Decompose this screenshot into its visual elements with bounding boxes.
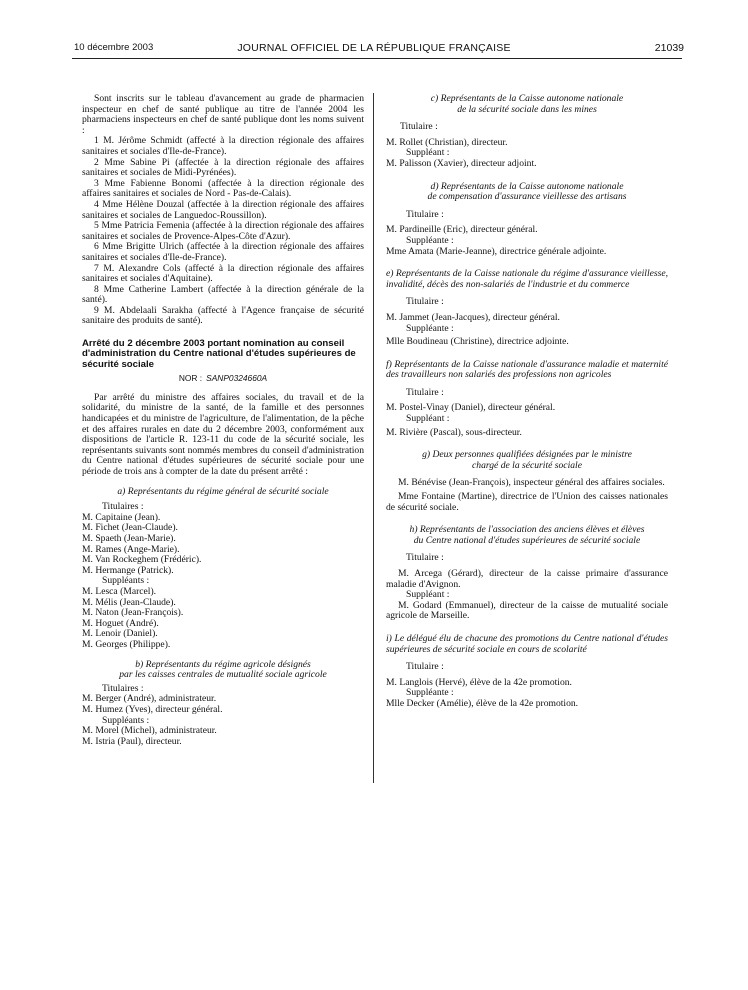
member-name: M. Naton (Jean-François). <box>82 607 184 619</box>
suppleants-label: Suppléants : <box>102 714 150 726</box>
qualified-person: Mme Fontaine (Martine), directrice de l'Union des caisses nationales de sécurité sociale. <box>386 491 668 513</box>
list-item: 3 Mme Fabienne Bonomi (affectée à la direction régionale des affaires sanitaires et sociales de Nord - Pas-de-Calais). <box>82 177 364 200</box>
section-f-heading: f) Représentants de la Caisse nationale d'assurance maladie et maternité des travailleurs non salariés des professions non agricoles <box>386 358 668 381</box>
suppleant-label: Suppléant : <box>406 589 450 601</box>
member-name: M. Van Rockeghem (Frédéric). <box>82 554 202 566</box>
arrete-title: Arrêté du 2 décembre 2003 portant nomination au conseil d'administration du Centre national d'études supérieures de sécurité sociale <box>82 338 356 370</box>
column-divider <box>373 93 374 783</box>
list-item: 6 Mme Brigitte Ulrich (affectée à la direction régionale des affaires sanitaires et sociales d'Ile-de-France). <box>82 241 364 263</box>
section-i-heading: i) Le délégué élu de chacune des promotions du Centre national d'études supérieures de sécurité sociale en cours de scolarité <box>386 632 668 655</box>
suppleants-label: Suppléants : <box>102 575 150 587</box>
right-column <box>386 94 668 710</box>
section-h-heading-line-2: du Centre national d'études supérieures de sécurité sociale <box>413 534 641 546</box>
member-name: M. Mélis (Jean-Claude). <box>82 596 176 608</box>
list-item: 9 M. Abdelaali Sarakha (affecté à l'Agence française de sécurité sanitaire des produits de santé). <box>82 304 364 327</box>
suppleante-label: Suppléante : <box>406 322 454 334</box>
suppleant-label: Suppléant : <box>406 413 450 425</box>
list-item: 5 Mme Patricia Femenia (affectée à la direction régionale des affaires sanitaires et sociales de Provence-Alpes-Côte d'Azur). <box>82 220 364 242</box>
titulaire-label: Titulaire : <box>406 386 444 398</box>
section-b-heading-line-2: par les caisses centrales de mutualité sociale agricole <box>119 669 327 681</box>
intro-paragraph: Sont inscrits sur le tableau d'avancement au grade de pharmacien inspecteur en chef de santé publique au titre de l'année 2004 les pharmaciens inspecteurs en chef de santé publique dont les noms suivent : <box>82 93 364 136</box>
left-column <box>82 94 364 747</box>
header-date: 10 décembre 2003 <box>74 42 154 53</box>
member-name: M. Berger (André), administrateur. <box>82 693 217 705</box>
list-item: 4 Mme Hélène Douzal (affectée à la direction régionale des affaires sanitaires et sociales de Languedoc-Roussillon). <box>82 198 364 221</box>
titulaire-label: Titulaire : <box>406 208 444 220</box>
titulaires-label: Titulaires : <box>102 682 144 694</box>
member-name: M. Rames (Ange-Marie). <box>82 543 180 555</box>
arrete-body: Par arrêté du ministre des affaires sociales, du travail et de la solidarité, du ministre de la santé, de la famille et des personnes handicapées et du ministre de l'agriculture, de l'alimentation, de la pêche et des affaires rurales en date du 2 décembre 2003, conformément aux dispositions de l'article R. 123-11 du code de la sécurité sociale, les représentants suivants sont nommés membres du conseil d'administration du Centre national d'études supérieures de sécurité sociale pour une période de trois ans à compter de la date du présent arrêté : <box>82 391 364 478</box>
list-item: 2 Mme Sabine Pi (affectée à la direction régionale des affaires sanitaires et sociales de Midi-Pyrénées). <box>82 156 364 179</box>
member-name: M. Pardineille (Eric), directeur général. <box>386 224 538 236</box>
section-a-heading: a) Représentants du régime général de sécurité sociale <box>117 485 329 497</box>
member-name: M. Arcega (Gérard), directeur de la caisse primaire d'assurance maladie d'Avignon. <box>386 568 668 590</box>
member-name: M. Palisson (Xavier), directeur adjoint. <box>386 157 537 169</box>
member-name: Mlle Boudineau (Christine), directrice adjointe. <box>386 336 569 348</box>
nor-reference <box>82 373 364 384</box>
member-name: Mme Amata (Marie-Jeanne), directrice générale adjointe. <box>386 245 607 257</box>
section-e-heading: e) Représentants de la Caisse nationale du régime d'assurance vieillesse, invalidité, décès des non-salariés de l'industrie et du commerce <box>386 268 668 290</box>
titulaire-label: Titulaire : <box>400 121 438 133</box>
member-name: M. Istria (Paul), directeur. <box>82 735 182 747</box>
section-c-heading: c) Représentants de la Caisse autonome nationale <box>430 93 624 104</box>
section-d-heading-line-2: de compensation d'assurance vieillesse des artisans <box>427 191 627 203</box>
member-name: M. Godard (Emmanuel), directeur de la caisse de mutualité sociale agricole de Marseille. <box>386 599 668 622</box>
list-item: 8 Mme Catherine Lambert (affectée à la direction générale de la santé). <box>82 283 364 306</box>
page-header <box>0 42 748 56</box>
section-g-heading: g) Deux personnes qualifiées désignées par le ministre <box>422 449 632 461</box>
titulaire-label: Titulaire : <box>406 661 444 673</box>
member-name: M. Georges (Philippe). <box>82 638 171 650</box>
section-b-heading: b) Représentants du régime agricole désignés <box>135 658 311 670</box>
list-item: 7 M. Alexandre Cols (affecté à la direction régionale des affaires sanitaires et sociales d'Aquitaine). <box>82 262 364 285</box>
suppleante-label: Suppléante : <box>406 687 454 699</box>
member-name: M. Morel (Michel), administrateur. <box>82 725 217 737</box>
member-name: M. Hoguet (André). <box>82 617 159 629</box>
section-h-heading: h) Représentants de l'association des anciens élèves et élèves <box>409 524 645 536</box>
member-name: M. Rivière (Pascal), sous-directeur. <box>386 426 522 438</box>
suppleante-label: Suppléante : <box>406 234 454 246</box>
titulaire-label: Titulaire : <box>406 296 444 308</box>
page-number: 21039 <box>654 42 684 54</box>
qualified-person: M. Bénévise (Jean-François), inspecteur général des affaires sociales. <box>398 477 665 489</box>
member-name: M. Rollet (Christian), directeur. <box>386 136 508 148</box>
member-name: M. Jammet (Jean-Jacques), directeur général. <box>386 311 560 323</box>
member-name: Mlle Decker (Amélie), élève de la 42e promotion. <box>386 697 579 709</box>
member-name: M. Lenoir (Daniel). <box>82 628 158 640</box>
member-name: M. Postel-Vinay (Daniel), directeur général. <box>386 402 556 414</box>
journal-title: JOURNAL OFFICIEL DE LA RÉPUBLIQUE FRANÇAISE <box>237 42 511 54</box>
header-rule <box>72 58 682 59</box>
member-name: M. Hermange (Patrick). <box>82 564 174 576</box>
member-name: M. Lesca (Marcel). <box>82 585 157 597</box>
section-c-heading-line-2: de la sécurité sociale dans les mines <box>457 103 597 115</box>
titulaire-label: Titulaire : <box>406 552 444 564</box>
section-d-heading: d) Représentants de la Caisse autonome nationale <box>430 180 624 192</box>
suppleant-label: Suppléant : <box>406 147 450 159</box>
member-name: M. Humez (Yves), directeur général. <box>82 703 223 715</box>
member-name: M. Capitaine (Jean). <box>82 511 161 523</box>
nor-label: NOR : <box>178 373 203 384</box>
titulaires-label: Titulaires : <box>102 501 144 513</box>
list-item: 1 M. Jérôme Schmidt (affecté à la direction régionale des affaires sanitaires et sociales d'Ile-de-France). <box>82 135 364 157</box>
section-g-heading-line-2: chargé de la sécurité sociale <box>472 459 582 471</box>
member-name: M. Fichet (Jean-Claude). <box>82 522 178 534</box>
member-name: M. Langlois (Hervé), élève de la 42e promotion. <box>386 676 572 688</box>
member-name: M. Spaeth (Jean-Marie). <box>82 533 176 544</box>
nor-code: SANP0324660A <box>206 373 268 384</box>
